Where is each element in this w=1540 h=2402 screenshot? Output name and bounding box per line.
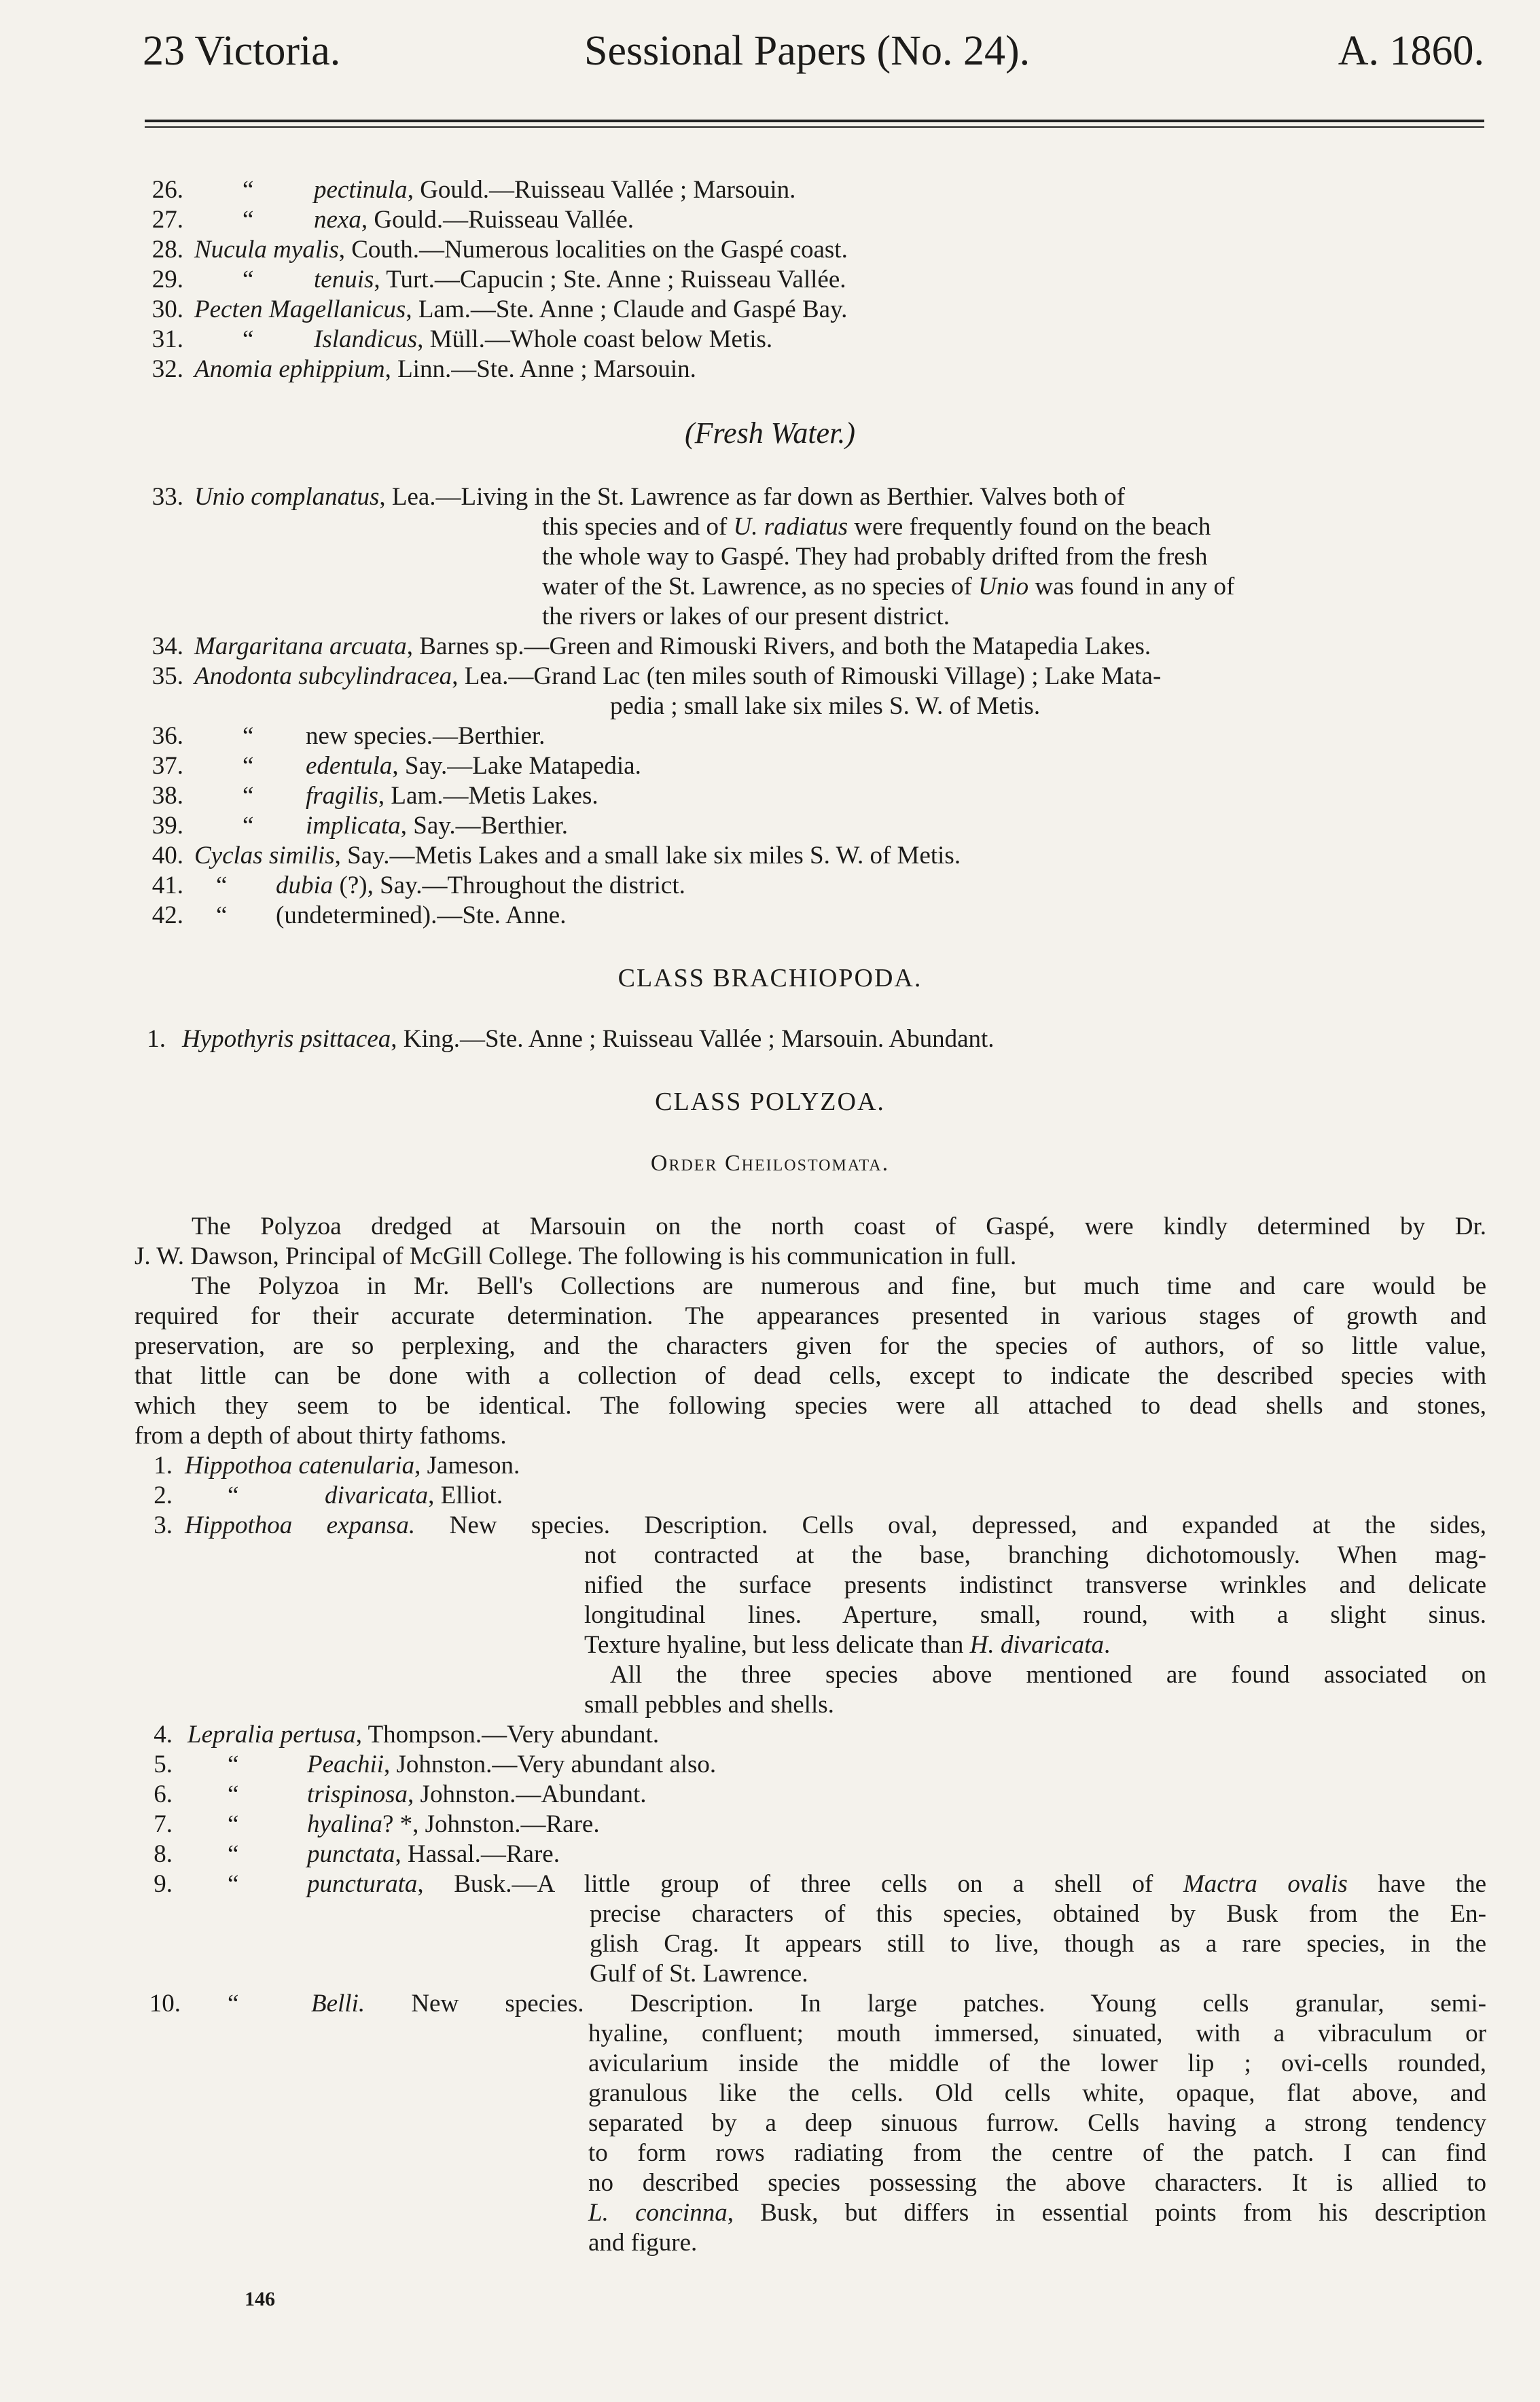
list-item (307, 1750, 716, 1780)
paragraph-line: J. W. Dawson, Principal of McGill College. The following is his communication in full. (135, 1242, 1017, 1270)
list-item (185, 1451, 520, 1481)
list-number: 34. (151, 632, 183, 660)
species-name: dubia (276, 872, 334, 899)
species-note: (?), Say.—Throughout the district. (333, 872, 685, 899)
page-number: 146 (245, 2288, 275, 2310)
species-note: , Gould.—Ruisseau Vallée. (361, 206, 634, 234)
continuation-line: hyaline, confluent; mouth immersed, sinuated, with a vibraculum or (588, 2020, 1486, 2047)
species-name: Anodonta subcylindracea (194, 662, 452, 690)
species-name: Hippothoa catenularia (185, 1452, 415, 1480)
list-item (194, 355, 696, 384)
list-number: 36. (151, 722, 183, 750)
header-year: A. 1860. (1338, 28, 1484, 74)
paragraph-line: from a depth of about thirty fathoms. (135, 1422, 507, 1450)
list-number: 7. (154, 1810, 173, 1838)
text: this species and of (542, 513, 734, 541)
list-item (314, 265, 846, 295)
species-name: Islandicus (314, 325, 418, 353)
species-note: , Gould.—Ruisseau Vallée ; Marsouin. (407, 176, 796, 204)
continuation-line (588, 2198, 1486, 2228)
order-heading: Order Cheilostomata. (650, 1151, 890, 1176)
ditto-mark: “ (228, 1840, 239, 1868)
fresh-water-heading: (Fresh Water.) (685, 416, 855, 450)
species-note: , Lam.—Metis Lakes. (378, 782, 598, 810)
species-name: Hypothyris psittacea (182, 1025, 391, 1053)
ditto-mark: “ (228, 1482, 239, 1509)
list-number: 1. (147, 1025, 166, 1053)
list-item (306, 751, 641, 781)
list-item (276, 901, 566, 931)
species-name: pectinula (314, 176, 408, 204)
header-rule-bottom (145, 126, 1484, 128)
paragraph-line: that little can be done with a collection of dead cells, except to indicate the described species with (135, 1362, 1486, 1390)
text: have the (1347, 1870, 1487, 1898)
list-number: 27. (151, 206, 183, 234)
species-note: , Thompson.—Very abundant. (355, 1721, 660, 1749)
list-number: 2. (154, 1482, 173, 1509)
list-item (314, 325, 772, 355)
species-name: Lepralia pertusa (187, 1721, 356, 1749)
ditto-mark: “ (228, 1780, 239, 1808)
list-item (185, 1511, 1486, 1541)
species-note: , Say.—Berthier. (400, 812, 569, 840)
list-number: 26. (151, 176, 183, 204)
header-rule-top (145, 120, 1484, 122)
list-item (307, 1869, 1486, 1899)
list-number: 3. (154, 1511, 173, 1539)
continuation-line: glish Crag. It appears still to live, though as a rare species, in the (590, 1930, 1486, 1958)
list-number: 8. (154, 1840, 173, 1868)
paragraph-line: preservation, are so perplexing, and the characters given for the species of authors, of so little value, (135, 1332, 1486, 1360)
ditto-mark: “ (228, 1751, 239, 1778)
continuation-line: longitudinal lines. Aperture, small, round, with a slight sinus. (584, 1601, 1486, 1629)
polyzoa-heading: CLASS POLYZOA. (655, 1088, 885, 1116)
ditto-mark: “ (243, 176, 254, 204)
header-session: 23 Victoria. (143, 28, 341, 74)
species-name: Anomia ephippium (194, 355, 385, 383)
ditto-mark: “ (228, 1870, 239, 1898)
list-item (307, 1840, 560, 1869)
list-number: 29. (151, 266, 183, 293)
paragraph-line: which they seem to be identical. The following species were all attached to dead shells and stones, (135, 1392, 1486, 1420)
list-item (306, 721, 545, 751)
brachiopoda-heading: CLASS BRACHIOPODA. (617, 964, 923, 992)
continuation-line: to form rows radiating from the centre of the patch. I can find (588, 2139, 1486, 2167)
species-name: L. concinna (588, 2199, 728, 2227)
list-number: 38. (151, 782, 183, 810)
list-number: 28. (151, 236, 183, 264)
continuation-line: All the three species above mentioned are found associated on (610, 1661, 1486, 1689)
species-name: puncturata (307, 1870, 418, 1898)
species-name: Nucula myalis (194, 236, 339, 264)
species-note: , Lea.—Living in the St. Lawrence as far down as Berthier. Valves both of (379, 483, 1126, 511)
species-note: , Barnes sp.—Green and Rimouski Rivers, and both the Matapedia Lakes. (406, 632, 1151, 660)
species-name: Unio (978, 573, 1029, 600)
species-note: , Turt.—Capucin ; Ste. Anne ; Ruisseau Vallée. (374, 266, 846, 293)
continuation-line: and figure. (588, 2229, 698, 2257)
list-item (194, 632, 1151, 662)
species-name: Cyclas similis (194, 842, 335, 870)
list-number: 33. (151, 483, 183, 511)
species-name: divaricata (325, 1482, 429, 1509)
paragraph-line: required for their accurate determination. The appearances presented in various stages of growth and (135, 1302, 1486, 1330)
species-note: , Say.—Lake Matapedia. (392, 752, 641, 780)
ditto-mark: “ (228, 1990, 239, 2018)
species-name: U. radiatus (733, 513, 848, 541)
list-item (311, 1989, 1486, 2019)
species-note: , Say.—Metis Lakes and a small lake six miles S. W. of Metis. (334, 842, 961, 870)
continuation-line: precise characters of this species, obtained by Busk from the En- (590, 1900, 1486, 1928)
continuation-line: small pebbles and shells. (584, 1691, 834, 1719)
continuation-line: not contracted at the base, branching dichotomously. When mag- (584, 1541, 1486, 1569)
species-name: Margaritana arcuata (194, 632, 407, 660)
list-number: 1. (154, 1452, 173, 1480)
list-number: 4. (154, 1721, 173, 1749)
species-note: , Johnston.—Abundant. (408, 1780, 647, 1808)
species-note: , Jameson. (414, 1452, 520, 1480)
continuation-line: avicularium inside the middle of the lower lip ; ovi-cells rounded, (588, 2049, 1486, 2077)
paragraph-line: The Polyzoa in Mr. Bell's Collections are numerous and fine, but much time and care would be (192, 1272, 1486, 1300)
list-number: 32. (151, 355, 183, 383)
list-item (276, 871, 685, 901)
list-number: 37. (151, 752, 183, 780)
text: water of the St. Lawrence, as no species of (542, 573, 979, 600)
list-number: 6. (154, 1780, 173, 1808)
continuation-line (584, 1630, 1110, 1660)
species-name: fragilis (306, 782, 378, 810)
list-item (306, 781, 598, 811)
list-item (194, 841, 961, 871)
list-item (325, 1481, 503, 1511)
species-name: H. divaricata (969, 1631, 1104, 1659)
species-note: New species. Description. Cells oval, depressed, and expanded at the sides, (415, 1511, 1486, 1539)
continuation-line: nified the surface presents indistinct transverse wrinkles and delicate (584, 1571, 1486, 1599)
species-name: Pecten Magellanicus (194, 295, 406, 323)
list-item (314, 205, 634, 235)
ditto-mark: “ (243, 782, 254, 810)
species-note: , Couth.—Numerous localities on the Gaspé coast. (338, 236, 848, 264)
text: , Busk, but differs in essential points from his description (727, 2199, 1486, 2227)
species-name: implicata (306, 812, 401, 840)
species-note: , Lea.—Grand Lac (ten miles south of Rimouski Village) ; Lake Mata- (452, 662, 1162, 690)
ditto-mark: “ (243, 812, 254, 840)
text: Texture hyaline, but less delicate than (584, 1631, 970, 1659)
list-number: 39. (151, 812, 183, 840)
species-note: , Busk.—A little group of three cells on a shell of (417, 1870, 1183, 1898)
ditto-mark: “ (243, 722, 254, 750)
list-item (194, 295, 847, 325)
list-number: 35. (151, 662, 183, 690)
species-name: punctata (307, 1840, 395, 1868)
list-item (314, 175, 795, 205)
list-item (306, 811, 568, 841)
text: was found in any of (1028, 573, 1235, 600)
ditto-mark: “ (243, 206, 254, 234)
list-number: 9. (154, 1870, 173, 1898)
paragraph-line: The Polyzoa dredged at Marsouin on the north coast of Gaspé, were kindly determined by Dr. (192, 1213, 1486, 1240)
list-number: 30. (151, 295, 183, 323)
continuation-line (542, 572, 1234, 602)
continuation-line (542, 512, 1211, 542)
species-name: edentula (306, 752, 393, 780)
continuation-line: no described species possessing the above characters. It is allied to (588, 2169, 1486, 2197)
running-header (143, 19, 1484, 84)
ditto-mark: “ (243, 752, 254, 780)
list-item (307, 1810, 600, 1840)
species-name: trispinosa (307, 1780, 408, 1808)
continuation-line: pedia ; small lake six miles S. W. of Metis. (610, 692, 1041, 720)
list-item (194, 662, 1161, 692)
list-item (307, 1780, 647, 1810)
list-item (194, 482, 1486, 512)
list-number: 5. (154, 1751, 173, 1778)
header-title: Sessional Papers (No. 24). (584, 28, 1031, 74)
species-name: hyalina (307, 1810, 382, 1838)
text: were frequently found on the beach (848, 513, 1211, 541)
species-note: new species.—Berthier. (306, 722, 545, 750)
continuation-line: Gulf of St. Lawrence. (590, 1960, 808, 1988)
species-note: , Hassal.—Rare. (395, 1840, 560, 1868)
species-note: , Linn.—Ste. Anne ; Marsouin. (384, 355, 696, 383)
list-number: 40. (151, 842, 183, 870)
list-item (187, 1720, 659, 1750)
ditto-mark: “ (228, 1810, 239, 1838)
species-note: , Müll.—Whole coast below Metis. (417, 325, 773, 353)
species-note: , Johnston.—Very abundant also. (384, 1751, 717, 1778)
text: . (1103, 1631, 1111, 1659)
species-name: tenuis (314, 266, 374, 293)
ditto-mark: “ (243, 266, 254, 293)
ditto-mark: “ (243, 325, 254, 353)
species-note: , King.—Ste. Anne ; Ruisseau Vallée ; Marsouin. Abundant. (391, 1025, 995, 1053)
species-name: Unio complanatus (194, 483, 380, 511)
species-name: Hippothoa expansa. (185, 1511, 416, 1539)
ditto-mark: “ (216, 901, 228, 929)
species-name: nexa (314, 206, 361, 234)
list-number: 42. (151, 901, 183, 929)
continuation-line: separated by a deep sinuous furrow. Cells having a strong tendency (588, 2109, 1486, 2137)
species-name: Belli. (311, 1990, 365, 2018)
species-note: New species. Description. In large patches. Young cells granular, semi- (365, 1990, 1486, 2018)
species-name: Peachii (307, 1751, 384, 1778)
continuation-line: the whole way to Gaspé. They had probably drifted from the fresh (542, 543, 1208, 571)
list-number: 31. (151, 325, 183, 353)
continuation-line: the rivers or lakes of our present district. (542, 603, 950, 630)
species-note: , Lam.—Ste. Anne ; Claude and Gaspé Bay. (406, 295, 848, 323)
list-number: 41. (151, 872, 183, 899)
list-item (182, 1024, 995, 1054)
species-note: (undetermined).—Ste. Anne. (276, 901, 567, 929)
species-note: , Elliot. (428, 1482, 503, 1509)
ditto-mark: “ (216, 872, 228, 899)
list-item (194, 235, 848, 265)
species-note: ? *, Johnston.—Rare. (382, 1810, 600, 1838)
species-name: Mactra ovalis (1183, 1870, 1348, 1898)
list-number: 10. (149, 1990, 181, 2018)
continuation-line: granulous like the cells. Old cells white, opaque, flat above, and (588, 2079, 1486, 2107)
